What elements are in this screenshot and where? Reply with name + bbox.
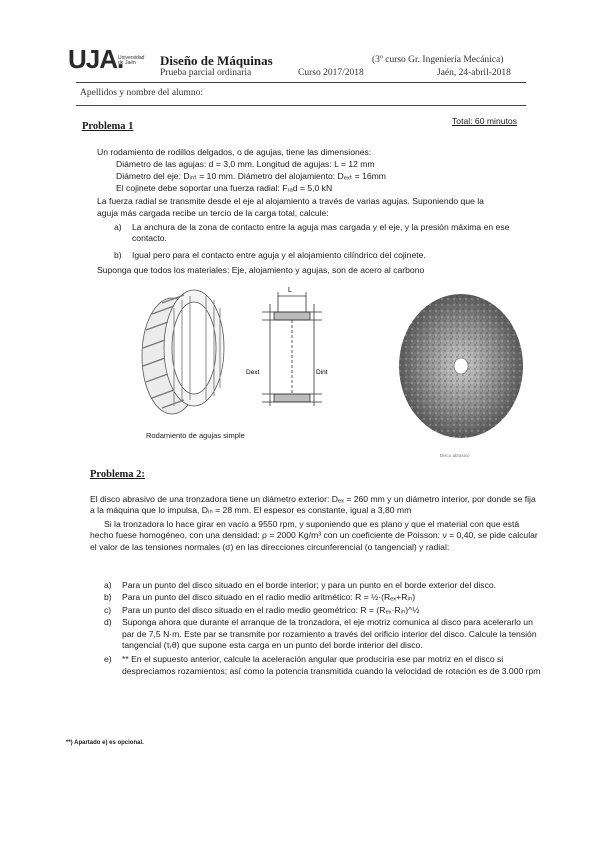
course-year: Curso 2017/2018 — [298, 68, 364, 78]
p1-line-5: La fuerza radial se transmite desde el eje al alojamiento a través de varias agujas. Suponiendo que la — [97, 196, 484, 206]
header-divider — [76, 82, 526, 83]
label-L: L — [288, 287, 292, 294]
p2-item-b: b) Para un punto del disco situado en el radio medio aritmético: R = ½·(Rₑₓ+Rᵢₙ) — [104, 592, 416, 603]
university-logo: UJA. — [68, 44, 124, 74]
bearing-illustration — [142, 290, 224, 414]
p2-items — [104, 580, 544, 677]
label-dext: Dext — [246, 369, 260, 376]
name-divider — [76, 105, 526, 106]
p2-item-a: a) Para un punto del disco situado en el borde interior; y para un punto en el borde exterior del disco. — [104, 580, 497, 590]
p2-item-d: d) Suponga ahora que durante el arranque de la tronzadora, el eje motriz comunica al disco para acelerarlo un par de 7,5 N·m. Este par se transmite por rozamiento a través del orificio interior del disco. Calcule la tensión tangencial (τᵣθ) que supone esta carga en un punto del borde interior del disco. — [104, 617, 537, 651]
degree-info: (3º curso Gr. Ingeniería Mecánica) — [372, 55, 504, 65]
total-time: Total: 60 minutos — [452, 116, 517, 126]
p2-item-e: e) ** En el supuesto anterior, calcule la aceleración angular que produciría ese par motriz en el disco si despreciamos rozamientos; así como la potencia transmitida cuando la velocidad de rotación es de 3.000 rpm — [104, 654, 541, 676]
course-title: Diseño de Máquinas — [160, 53, 273, 68]
p1-line-3: Diámetro del eje: Dᵢₙₜ = 10 mm. Diámetro del alojamiento: Dₑₓₜ = 16mm — [116, 171, 386, 181]
exam-date: Jaén, 24-abril-2018 — [437, 68, 511, 78]
abrasive-disc-figure — [396, 290, 526, 450]
label-dint: Dint — [316, 369, 328, 376]
exam-subtitle: Prueba parcial ordinaria — [160, 68, 252, 78]
bearing-caption: Rodamiento de agujas simple — [146, 431, 245, 440]
p1-closing: Suponga que todos los materiales: Eje, alojamiento y agujas, son de acero al carbono — [97, 265, 425, 275]
disc-center-hole — [454, 358, 468, 374]
p2-item-c: c) Para un punto del disco situado en el radio medio geométrico: R = (Rₑₓ·Rᵢₙ)^½ — [104, 604, 420, 615]
footnote: **) Apartado e) es opcional. — [66, 740, 144, 746]
bearing-cross-section — [262, 292, 322, 406]
p1-line-6: aguja más cargada recibe un tercio de la carga total, calcule: — [97, 208, 329, 218]
p1-item-b: b) Igual pero para el contacto entre aguja y el alojamiento cilíndrico del cojinete. — [114, 250, 426, 260]
university-logo-subtext: Universidad de Jaén — [118, 55, 145, 66]
p2-intro-2: Si la tronzadora lo hace girar en vacío a 9550 rpm, y suponiendo que es plano y que el material con que está hecho fuese homogéneo, con una densidad: ρ = 2000 Kg/m³ con un coeficiente de Poisson: ν = 0,40, se pide calcular el valor de las tensiones normales (σ) en las direcciones circunferencial (o tangencial) y radial: — [90, 519, 538, 552]
p1-line-4: El cojinete debe soportar una fuerza radial: Fᵣₐd = 5,0 kN — [116, 183, 333, 193]
p1-item-a: a) La anchura de la zona de contacto entre la aguja mas cargada y el eje, y la presión máxima en ese contacto. — [114, 222, 510, 244]
problem-2-title: Problema 2: — [90, 469, 145, 480]
p1-line-2: Diámetro de las agujas: d = 3,0 mm. Longitud de agujas: L = 12 mm — [116, 159, 375, 169]
needle-bearing-figure — [112, 278, 362, 428]
disc-caption: Disco abrasivo — [440, 453, 470, 458]
problem-1-title: Problema 1 — [82, 121, 134, 132]
p1-line-1: Un rodamiento de rodillos delgados, o de agujas, tiene las dimensiones: — [97, 147, 372, 157]
student-name-label: Apellidos y nombre del alumno: — [80, 88, 203, 98]
p2-intro: El disco abrasivo de una tronzadora tiene un diámetro exterior: Dₑₓ = 260 mm y un diámetro interior, por donde se fija a la máquina que lo impulsa, Dᵢₙ = 28 mm. El espesor es constante, igual a 3,80 mm — [90, 494, 536, 516]
